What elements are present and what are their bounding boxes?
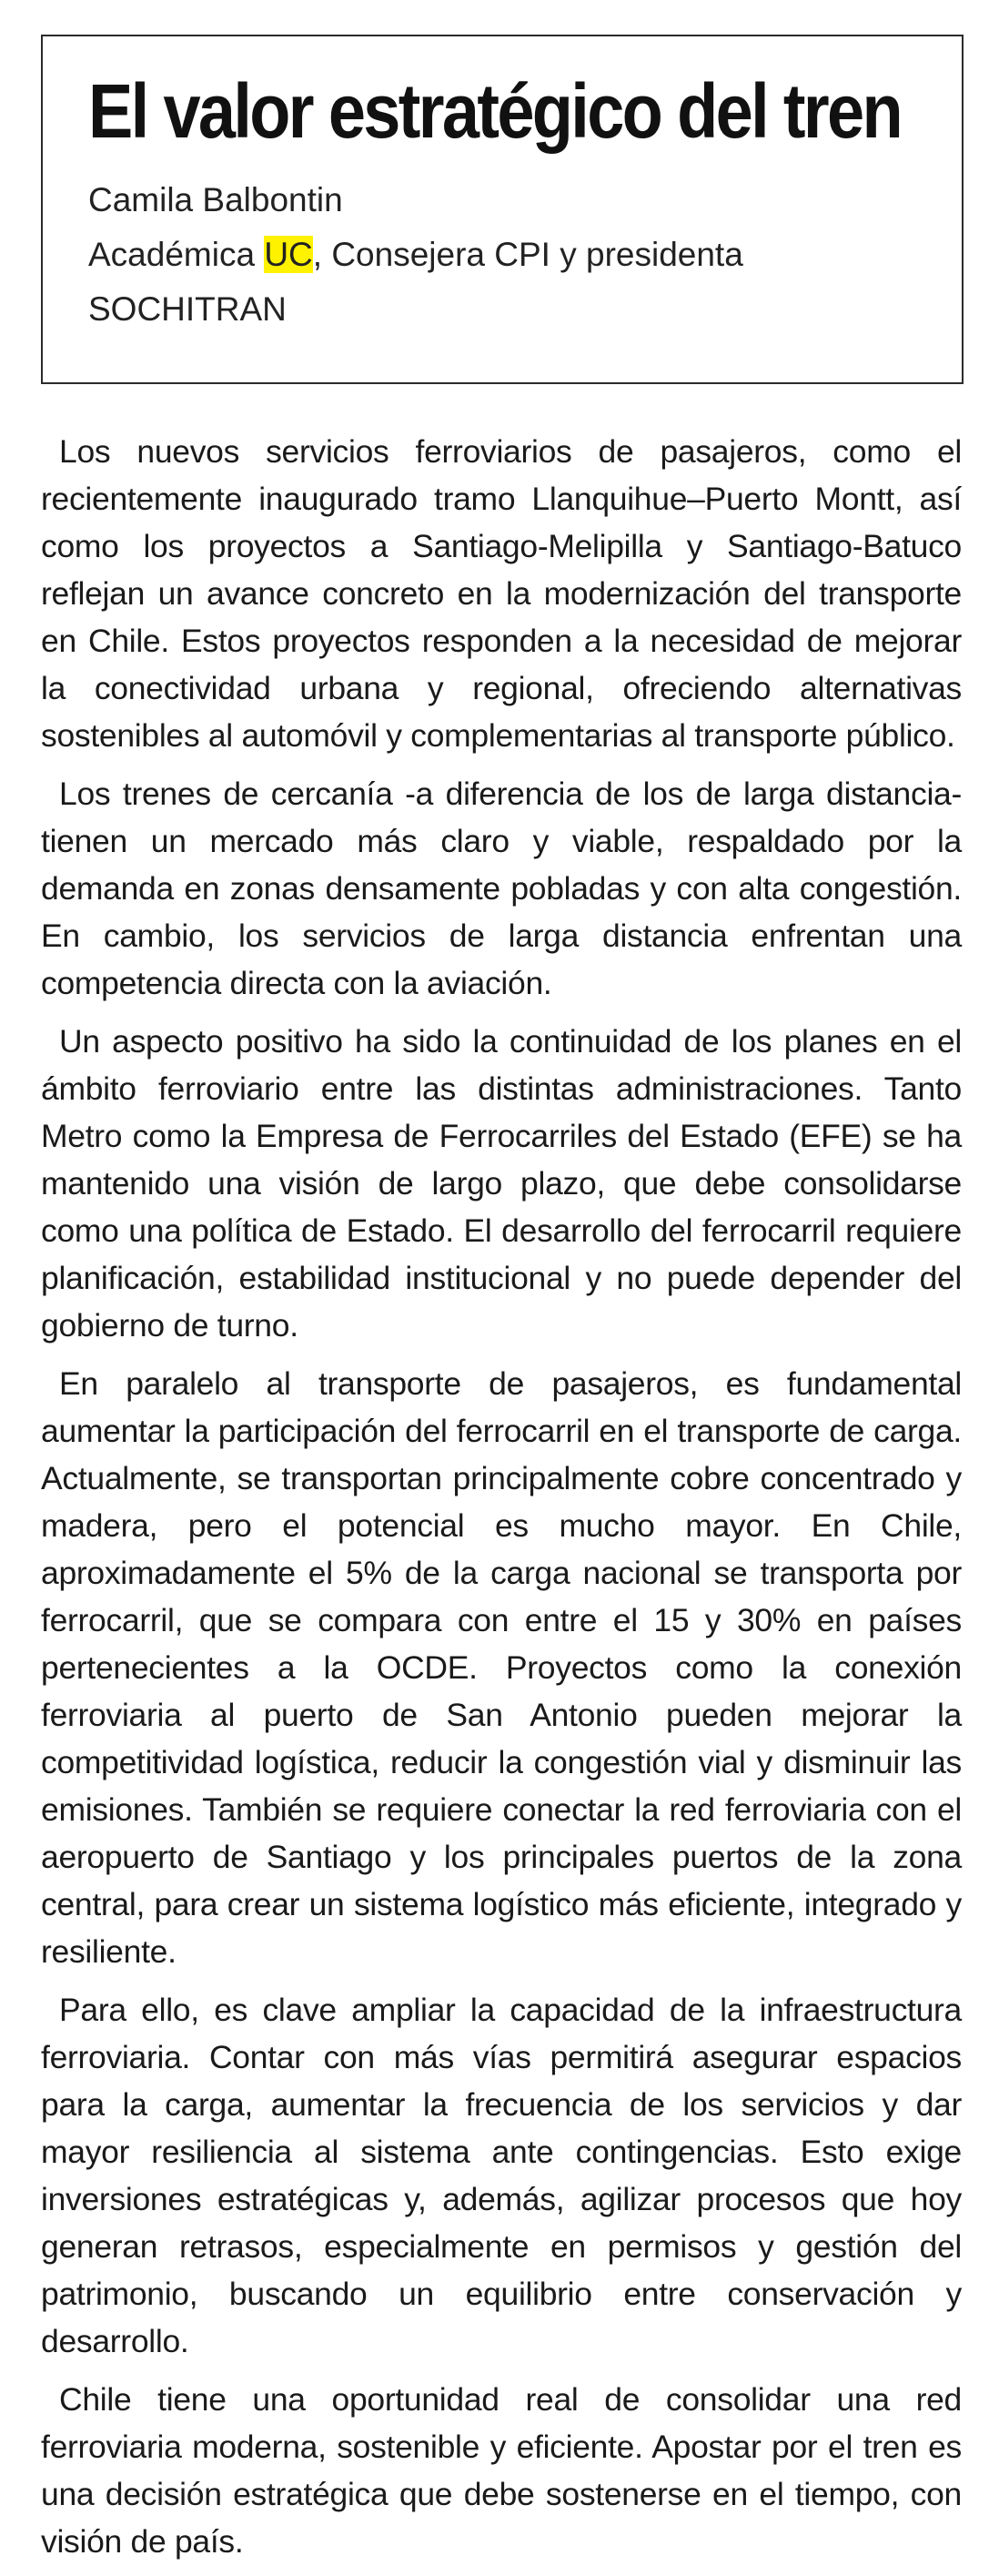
article-paragraph: En paralelo al transporte de pasajeros, es fundamental aumentar la participación del ferrocarril en el transporte de carga. Actualmente, se transportan principalmente cobre concentrado y madera, pero el potencial es mucho mayor. En Chile, aproximadamente el 5% de la carga nacional se transporta por ferrocarril, que se compara con entre el 15 y 30% en países pertenecientes a la OCDE. Proyectos como la conexión ferroviaria al puerto de San Antonio pueden mejorar la competitividad logística, reducir la congestión vial y disminuir las emisiones. También se requiere conectar la red ferroviaria con el aeropuerto de Santiago y los principales puertos de la zona central, para crear un sistema logístico más eficiente, integrado y resiliente. bbox=[41, 1365, 962, 1970]
author-role-highlight: UC bbox=[264, 236, 313, 273]
article-paragraph: Un aspecto positivo ha sido la continuidad de los planes en el ámbito ferroviario entre las distintas administraciones. Tanto Metro como la Empresa de Ferrocarriles del Estado (EFE) se ha mantenido una visión de largo plazo, que debe consolidarse como una política de Estado. El desarrollo del ferrocarril requiere planificación, estabilidad institucional y no puede depender del gobierno de turno. bbox=[41, 1023, 962, 1344]
header-box bbox=[41, 35, 964, 384]
author-role-suffix: , Consejera CPI y presidenta bbox=[312, 236, 743, 273]
author-role bbox=[88, 228, 925, 282]
author-name: Camila Balbontin bbox=[88, 181, 343, 218]
author-block bbox=[88, 173, 925, 337]
article-paragraph: Para ello, es clave ampliar la capacidad de la infraestructura ferroviaria. Contar con más vías permitirá asegurar espacios para la carga, aumentar la frecuencia de los servicios y dar mayor resiliencia al sistema ante contingencias. Esto exige inversiones estratégicas y, además, agilizar procesos que hoy generan retrasos, especialmente en permisos y gestión del patrimonio, buscando un equilibrio entre conservación y desarrollo. bbox=[41, 1992, 962, 2359]
article-title: El valor estratégico del tren bbox=[88, 68, 901, 154]
author-role-prefix: Académica bbox=[88, 236, 265, 273]
article-paragraph: Chile tiene una oportunidad real de consolidar una red ferroviaria moderna, sostenible y eficiente. Apostar por el tren es una decisión estratégica que debe sostenerse en el tiempo, con visión de país. bbox=[41, 2381, 962, 2560]
author-organization: SOCHITRAN bbox=[88, 290, 287, 328]
article-body bbox=[41, 428, 962, 2576]
article-paragraph: Los nuevos servicios ferroviarios de pasajeros, como el recientemente inaugurado tramo Llanquihue–Puerto Montt, así como los proyectos a Santiago-Melipilla y Santiago-Batuco reflejan un avance concreto en la modernización del transporte en Chile. Estos proyectos responden a la necesidad de mejorar la conectividad urbana y regional, ofreciendo alternativas sostenibles al automóvil y complementarias al transporte público. bbox=[41, 433, 962, 754]
article-paragraph: Los trenes de cercanía -a diferencia de los de larga distancia- tienen un mercado más claro y viable, respaldado por la demanda en zonas densamente pobladas y con alta congestión. En cambio, los servicios de larga distancia enfrentan una competencia directa con la aviación. bbox=[41, 776, 962, 1001]
